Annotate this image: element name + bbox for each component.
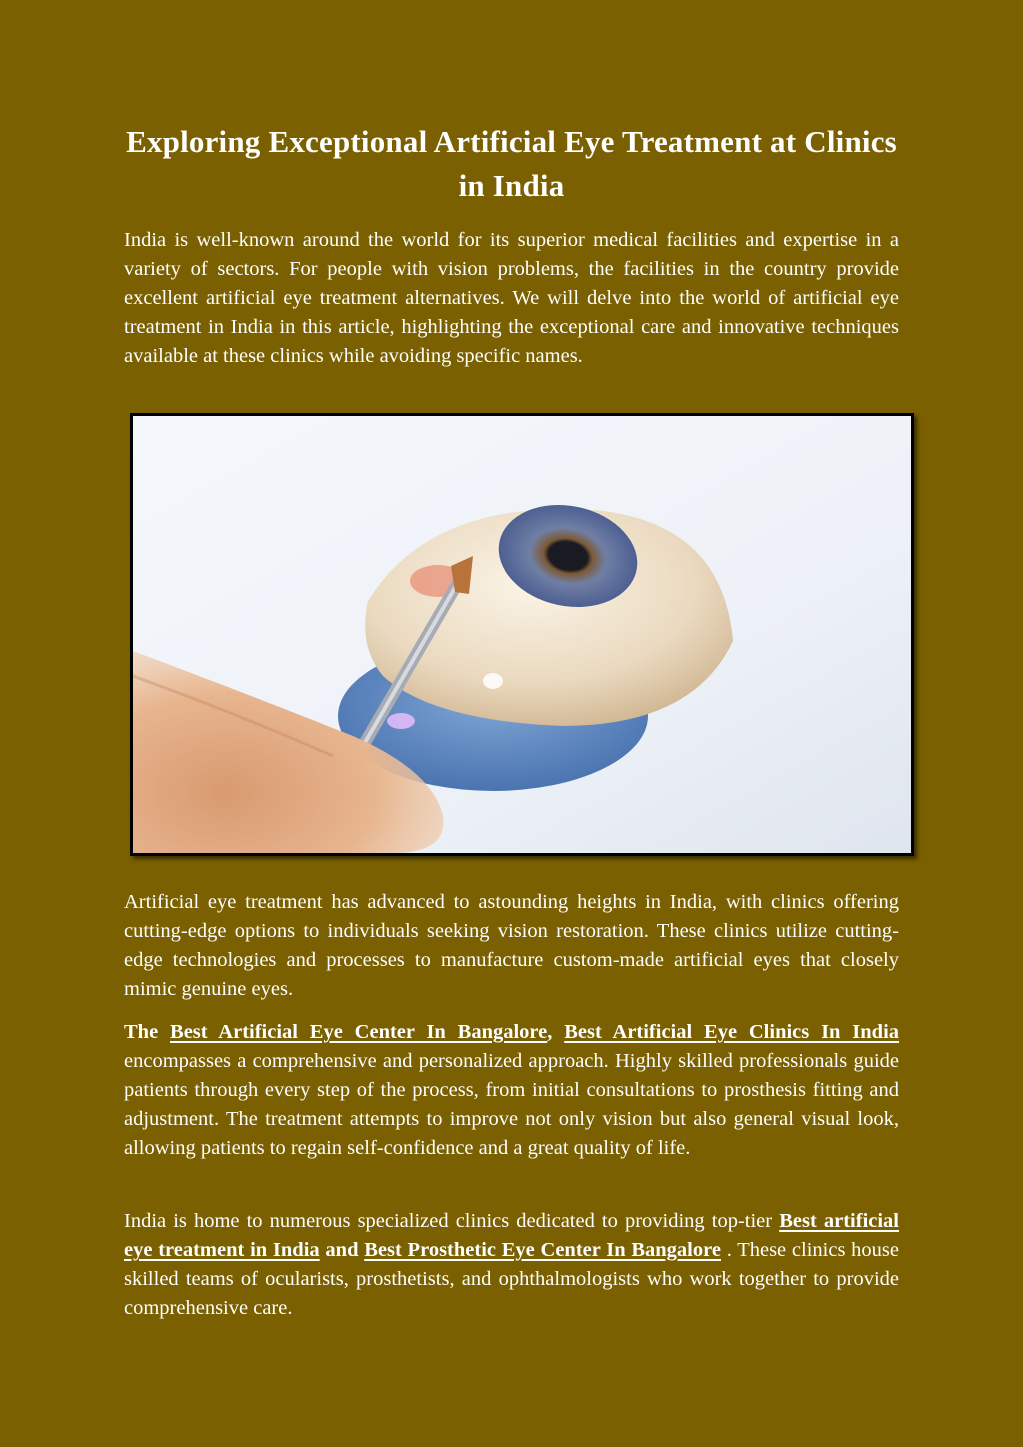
article (124, 120, 900, 1319)
paragraph-lead: The (124, 1021, 171, 1043)
link-best-artificial-eye-treatment-india[interactable]: Best artificial eye treatment in India (124, 1210, 899, 1261)
paragraph-text: . These clinics house skilled teams of ocularists, prosthetists, and ophthalmologists who work together to provide comprehensive care. (124, 1239, 899, 1319)
separator: , (547, 1021, 565, 1043)
page-title: Exploring Exceptional Artificial Eye Treatment at Clinics in India (126, 124, 897, 203)
paragraph-lead: India is home to numerous specialized clinics dedicated to providing top-tier (124, 1210, 780, 1232)
artificial-eye-image (133, 416, 911, 853)
artificial-eye-photo (130, 413, 914, 856)
paragraph-advancements: Artificial eye treatment has advanced to astounding heights in India, with clinics offering cutting-edge options to individuals seeking vision restoration. These clinics utilize cutting-edge technologies and processes to manufacture custom-made artificial eyes that closely mimic genuine eyes. (124, 891, 899, 1000)
paragraph-clinics (124, 1207, 899, 1323)
paragraph-text: encompasses a comprehensive and personalized approach. Highly skilled professionals guide patients through every step of the process, from initial consultations to prosthesis fitting and adjustment. The treatment attempts to improve not only vision but also general visual look, allowing patients to regain self-confidence and a great quality of life. (124, 1050, 899, 1159)
link-best-artificial-eye-center-bangalore[interactable]: Best Artificial Eye Center In Bangalore (170, 1021, 548, 1043)
intro-paragraph: India is well-known around the world for its superior medical facilities and expertise in a variety of sectors. For people with vision problems, the facilities in the country provide excellent artificial eye treatment alternatives. We will delve into the world of artificial eye treatment in India in this article, highlighting the exceptional care and innovative techniques available at these clinics while avoiding specific names. (124, 229, 899, 367)
link-best-artificial-eye-clinics-india[interactable]: Best Artificial Eye Clinics In India (564, 1021, 900, 1043)
conjunction: and (319, 1239, 365, 1261)
link-best-prosthetic-eye-center-bangalore[interactable]: Best Prosthetic Eye Center In Bangalore (364, 1239, 721, 1261)
paragraph-approach (124, 1018, 899, 1163)
